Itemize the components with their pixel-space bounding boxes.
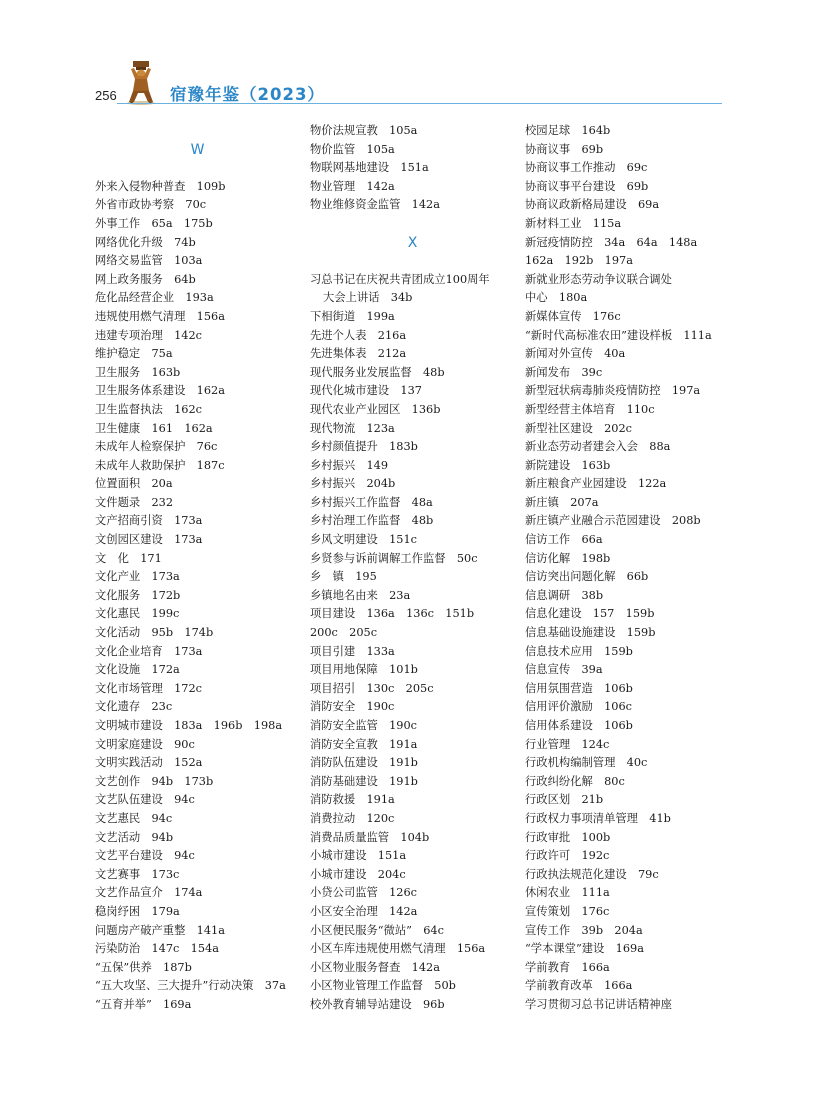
index-entry: 未成年人检察保护 76c: [95, 440, 218, 454]
index-entry: 消防队伍建设 191b: [310, 756, 418, 770]
header-divider: [117, 103, 722, 104]
index-entry: “五育并举” 169a: [95, 997, 192, 1011]
index-entry: 信用评价激励 106c: [525, 700, 632, 714]
index-entry: 消防安全 190c: [310, 700, 395, 714]
index-entry: 习总书记在庆祝共青团成立100周年: [310, 272, 490, 286]
index-entry: 162a 192b 197a: [525, 254, 633, 268]
index-entry: 小区便民服务“微站” 64c: [310, 923, 444, 937]
index-entry: 外省市政协考察 70c: [95, 198, 207, 212]
index-entry: 维护稳定 75a: [95, 347, 173, 361]
index-entry: 文化活动 95b 174b: [95, 626, 214, 640]
index-entry: 现代农业产业园区 136b: [310, 402, 441, 416]
index-entry: 行政权力事项清单管理 41b: [525, 811, 671, 825]
index-entry: 信访突出问题化解 66b: [525, 570, 649, 584]
index-entry: 信访工作 66a: [525, 533, 603, 547]
index-entry: 文明家庭建设 90c: [95, 737, 195, 751]
index-entry: 文明城市建设 183a 196b 198a: [95, 719, 283, 732]
index-entry: 文化产业 173a: [95, 570, 180, 584]
index-entry: 新型经营主体培育 110c: [525, 402, 655, 416]
index-entry: 文艺作品宣介 174a: [95, 886, 203, 900]
index-entry: 协商议事 69b: [525, 142, 604, 156]
index-entry: 文化遗存 23c: [95, 700, 173, 714]
index-entry: 文化企业培育 173a: [95, 644, 203, 658]
index-entry: 现代化城市建设 137: [310, 384, 422, 398]
index-entry: 行政许可 192c: [525, 849, 610, 863]
index-entry: 文艺惠民 94c: [95, 811, 173, 825]
index-entry: 网络优化升级 74b: [95, 235, 196, 249]
index-entry: 消防安全监管 190c: [310, 719, 417, 732]
index-entry: 学习贯彻习总书记讲话精神座: [525, 997, 672, 1011]
index-entry: 行政执法规范化建设 79c: [525, 867, 659, 881]
index-entry: 项目招引 130c 205c: [310, 681, 434, 695]
index-entry: 乡贤参与诉前调解工作监督 50c: [310, 551, 478, 565]
index-entry: 乡 镇 195: [310, 570, 377, 584]
index-entry: 新闻对外宣传 40a: [525, 347, 626, 361]
index-entry: 项目引建 133a: [310, 644, 395, 658]
index-entry: 新材料工业 115a: [525, 216, 622, 230]
index-entry: 文化惠民 199c: [95, 607, 180, 621]
spacer: [95, 122, 300, 141]
index-entry: 小区物业服务督查 142a: [310, 960, 440, 974]
index-entry: 文艺平台建设 94c: [95, 849, 195, 863]
index-entry: 文艺活动 94b: [95, 830, 174, 844]
index-entry: 消费拉动 120c: [310, 811, 395, 825]
index-entry: 位置面积 20a: [95, 477, 173, 491]
index-entry: 现代服务业发展监督 48b: [310, 365, 445, 379]
index-entry: 中心 180a: [525, 291, 588, 305]
index-entry: 小城市建设 151a: [310, 849, 407, 863]
index-entry: 信息调研 38b: [525, 588, 604, 602]
index-entry: 乡村颜值提升 183b: [310, 440, 418, 454]
index-entry: 卫生健康 161 162a: [95, 421, 213, 435]
index-entry: 新型冠状病毒肺炎疫情防控 197a: [525, 384, 701, 398]
index-entry: 宣传策划 176c: [525, 904, 610, 918]
section-letter-heading: W: [190, 141, 205, 158]
index-entry: 信息宣传 39a: [525, 663, 603, 677]
index-entry: 外来入侵物种普查 109b: [95, 179, 226, 193]
index-entry: 校园足球 164b: [525, 124, 611, 137]
index-entry: 新就业形态劳动争议联合调处: [525, 272, 672, 286]
index-entry: 信访化解 198b: [525, 551, 611, 565]
index-entry: 乡镇地名由来 23a: [310, 588, 411, 602]
index-entry: 文化服务 172b: [95, 588, 181, 602]
index-entry: 物业管理 142a: [310, 179, 395, 193]
index-entry: 文艺队伍建设 94c: [95, 793, 195, 807]
spacer: [95, 159, 300, 178]
index-entry: 文明实践活动 152a: [95, 756, 203, 770]
index-entry: 学前教育改革 166a: [525, 979, 633, 993]
page-header: [0, 0, 816, 110]
index-entry: 新院建设 163b: [525, 458, 611, 472]
index-entry: 违规使用燃气清理 156a: [95, 309, 225, 323]
index-entry: 乡风文明建设 151c: [310, 533, 417, 547]
index-entry: 信息技术应用 159b: [525, 644, 633, 658]
index-entry: 新庄镇 207a: [525, 495, 599, 509]
yearbook-mascot-logo-icon: [117, 58, 165, 106]
index-entry: 行政机构编制管理 40c: [525, 756, 648, 770]
index-entry: “新时代高标准农田”建设样板 111a: [525, 328, 712, 342]
index-entry: 消防基础建设 191b: [310, 774, 418, 788]
index-entry: 小城市建设 204c: [310, 867, 406, 881]
index-entry: 文 化 171: [95, 551, 162, 565]
index-entry: 稳岗纾困 179a: [95, 904, 180, 918]
index-entry: 文创园区建设 173a: [95, 533, 203, 547]
index-entry: 新庄粮食产业园建设 122a: [525, 477, 667, 491]
index-entry: 卫生服务体系建设 162a: [95, 384, 225, 398]
index-column-1: [95, 122, 300, 1015]
index-entry: 文化设施 172a: [95, 663, 180, 677]
index-entry: 消防安全宣教 191a: [310, 737, 418, 751]
index-entry: 外事工作 65a 175b: [95, 216, 213, 230]
index-entry: 文产招商引资 173a: [95, 514, 203, 528]
index-entry: 卫生服务 163b: [95, 365, 181, 379]
index-entry: 项目用地保障 101b: [310, 663, 418, 677]
index-column-3: [525, 122, 735, 1015]
yearbook-title: 宿豫年鉴（2023）: [170, 85, 325, 104]
index-entry: 卫生监督执法 162c: [95, 402, 202, 416]
index-entry: 网络交易监管 103a: [95, 254, 203, 268]
index-entry: 校外教育辅导站建设 96b: [310, 997, 445, 1011]
index-entry: 新庄镇产业融合示范园建设 208b: [525, 514, 701, 528]
spacer: [310, 215, 515, 234]
index-entry: 违建专项治理 142c: [95, 328, 202, 342]
index-entry: 物价监管 105a: [310, 142, 395, 156]
page-number: 256: [95, 88, 117, 103]
index-entry: “学本课堂”建设 169a: [525, 942, 644, 956]
index-entry: 物价法规宣教 105a: [310, 124, 418, 137]
index-entry: 小区安全治理 142a: [310, 904, 418, 918]
index-entry: 200c 205c: [310, 626, 378, 640]
index-entry: 协商议事工作推动 69c: [525, 161, 648, 175]
index-entry: 网上政务服务 64b: [95, 272, 196, 286]
index-entry: 危化品经营企业 193a: [95, 291, 214, 305]
index-entry: 行政区划 21b: [525, 793, 604, 807]
index-entry: 先进个人表 216a: [310, 328, 407, 342]
index-entry: “五保”供养 187b: [95, 960, 192, 974]
index-entry: 行业管理 124c: [525, 737, 610, 751]
index-entry: 大会上讲话 34b: [323, 291, 413, 305]
index-entry: 协商议政新格局建设 69a: [525, 198, 660, 212]
index-entry: 协商议事平台建设 69b: [525, 179, 649, 193]
index-entry: 乡村振兴工作监督 48a: [310, 495, 433, 509]
index-entry: 新媒体宣传 176c: [525, 309, 621, 323]
index-entry: 学前教育 166a: [525, 960, 610, 974]
index-entry: 新业态劳动者建会入会 88a: [525, 440, 671, 454]
index-entry: 信用体系建设 106b: [525, 719, 633, 732]
index-entry: 下相街道 199a: [310, 309, 395, 323]
index-entry: 信息化建设 157 159b: [525, 607, 655, 621]
index-entry: 新冠疫情防控 34a 64a 148a: [525, 235, 698, 249]
index-entry: 宣传工作 39b 204a: [525, 923, 643, 937]
index-entry: 小区物业管理工作监督 50b: [310, 979, 456, 993]
index-entry: 休闲农业 111a: [525, 886, 610, 900]
spacer: [310, 252, 515, 271]
index-entry: 行政审批 100b: [525, 830, 611, 844]
index-entry: 物业维修资金监管 142a: [310, 198, 440, 212]
index-entry: 现代物流 123a: [310, 421, 395, 435]
index-entry: 文化市场管理 172c: [95, 681, 202, 695]
index-entry: “五大攻坚、三大提升”行动决策 37a: [95, 979, 286, 993]
index-entry: 小贷公司监管 126c: [310, 886, 417, 900]
index-entry: 文艺创作 94b 173b: [95, 774, 214, 788]
index-entry: 信用氛围营造 106b: [525, 681, 633, 695]
index-entry: 消费品质量监管 104b: [310, 830, 430, 844]
index-entry: 文件题录 232: [95, 495, 174, 509]
index-entry: 行政纠纷化解 80c: [525, 774, 625, 788]
index-entry: 先进集体表 212a: [310, 347, 407, 361]
index-entry: 新型社区建设 202c: [525, 421, 632, 435]
index-entry: 文艺赛事 173c: [95, 867, 180, 881]
index-entry: 信息基础设施建设 159b: [525, 626, 656, 640]
section-letter-heading: X: [407, 234, 418, 251]
index-column-2: [310, 122, 515, 1015]
index-entry: 项目建设 136a 136c 151b: [310, 607, 475, 621]
index-entry: 乡村振兴 149: [310, 458, 389, 472]
index-entry: 物联网基地建设 151a: [310, 161, 429, 175]
index-entry: 未成年人救助保护 187c: [95, 458, 225, 472]
index-entry: 污染防治 147c 154a: [95, 942, 219, 956]
index-entry: 乡村振兴 204b: [310, 477, 396, 491]
index-entry: 小区车库违规使用燃气清理 156a: [310, 942, 486, 956]
index-entry: 问题房产破产重整 141a: [95, 923, 225, 937]
index-entry: 消防救援 191a: [310, 793, 395, 807]
index-entry: 新闻发布 39c: [525, 365, 603, 379]
index-entry: 乡村治理工作监督 48b: [310, 514, 434, 528]
